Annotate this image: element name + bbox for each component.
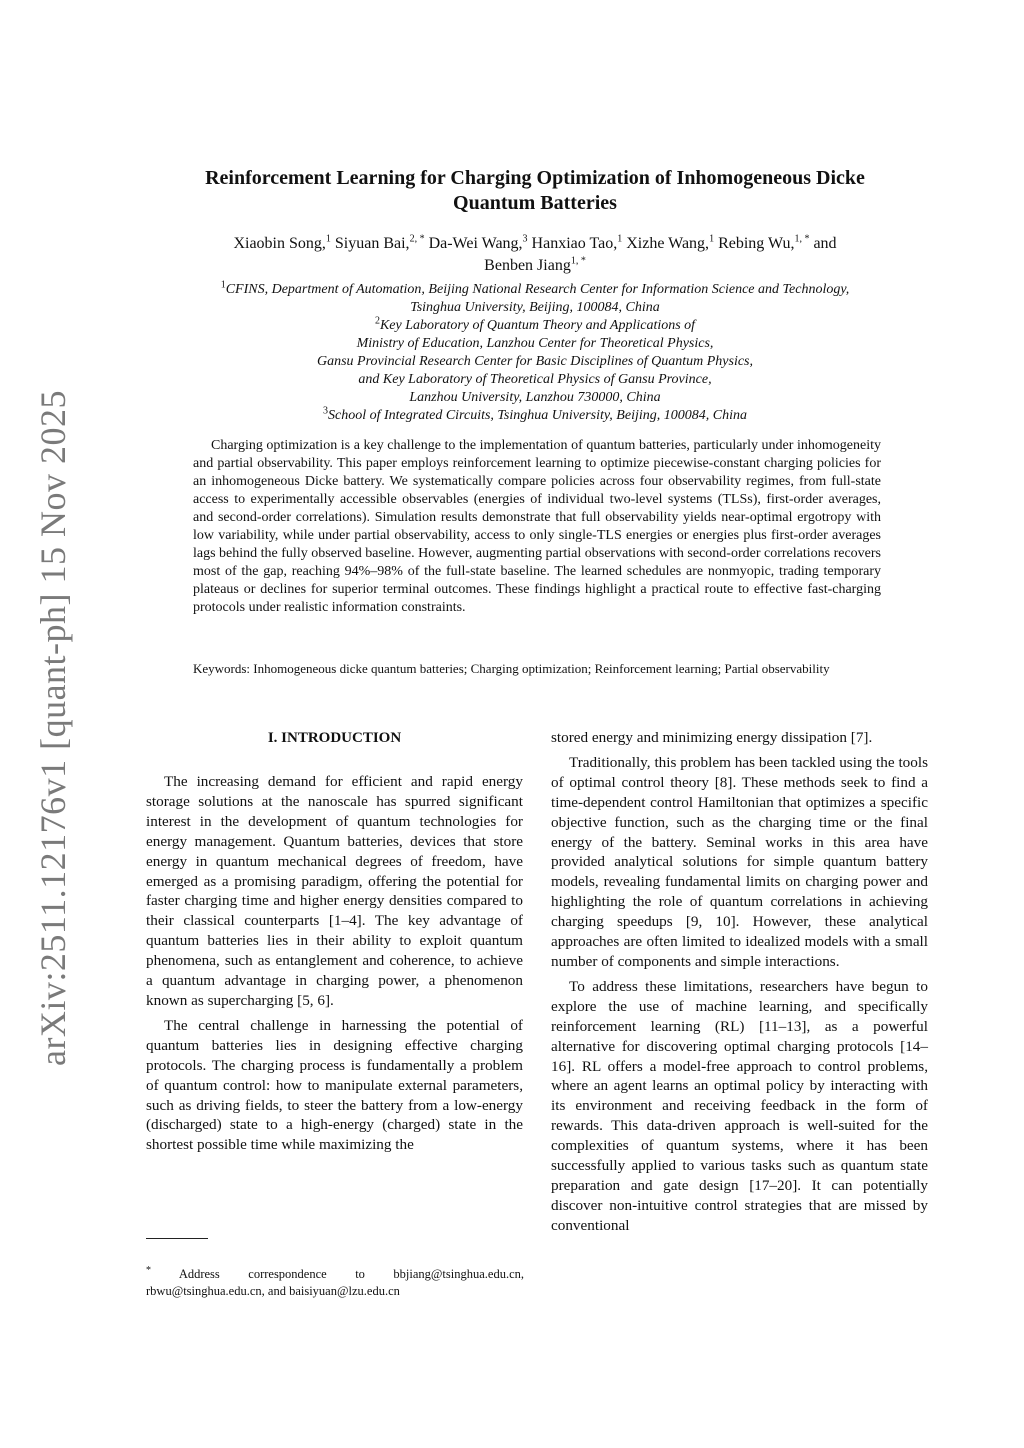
correspondence-footnote [146,1266,524,1300]
abstract: Charging optimization is a key challenge to the implementation of quantum batteries, particularly under inhomogeneity and partial observability. This paper employs reinforcement learning to optimize piecewise-constant charging policies for an inhomogeneous Dicke battery. We systematically compare policies across four observability regimes, from full-state access to experimentally accessible observables (energies of individual two-level systems (TLSs), first-order averages, and second-order correlations). Simulation results demonstrate that full observability yields near-optimal ergotropy with low variability, while under partial observability, access to only single-TLS energies or energies plus first-order averages lags behind the fully observed baseline. However, augmenting partial observations with second-order correlations recovers most of the gap, reaching 94%–98% of the full-state baseline. The learned schedules are nonmyopic, trading temporary plateaus or declines for superior terminal outcomes. These findings highlight a practical route to effective fast-charging protocols under realistic information constraints. [193,438,881,615]
body-paragraph: Traditionally, this problem has been tackled using the tools of optimal control theory [8]. These methods seek to find a time-dependent control Hamiltonian that optimizes a specific objective function, such as the charging time or the final energy of the battery. Seminal works in this area have provided analytical solutions for simple quantum battery models, revealing fundamental limits on charging power and highlighting the role of quantum correlations in achieving charging speedups [9, 10]. However, these analytical approaches are often limited to idealized models with a small number of components and simple interactions. [551,753,928,970]
affiliation-line: Tsinghua University, Beijing, 100084, China [410,300,660,315]
affiliation-line: $^3$School of Integrated Circuits, Tsinghua University, Beijing, 100084, China [323,405,747,423]
author-affiliation-mark: 1 [617,233,623,245]
author-name: Hanxiao Tao, [531,235,618,252]
body-paragraph: To address these limitations, researchers have begun to explore the use of machine learning, and specifically reinforcement learning (RL) [11–13], as a powerful alternative for discovering optimal charging protocols [14–16]. RL offers a model-free approach to control problems, where an agent learns an optimal policy by interacting with its environment and receiving feedback in the form of rewards. This data-driven approach is well-suited for the complexities of quantum systems, where it has been successfully applied to various tasks such as quantum state preparation and gate design [17–20]. It can potentially discover non-intuitive control strategies that are missed by conventional [551,977,928,1234]
affiliation-line: $^1$CFINS, Department of Automation, Beijing National Research Center for Information Science and Technology, [220,279,850,297]
arxiv-identifier-stamp: arXiv:2511.12176v1 [quant-ph] 15 Nov 2025 [33,389,73,1067]
footnote-mark: * [146,1264,151,1276]
author-affiliation-mark: 1 [709,233,715,245]
affiliation-line: and Key Laboratory of Theoretical Physics of Gansu Province, [358,372,712,387]
left-column [146,728,523,1160]
body-paragraph: The increasing demand for efficient and rapid energy storage solutions at the nanoscale has spurred significant interest in the development of quantum technologies for energy management. Quantum batteries, devices that store energy in quantum mechanical degrees of freedom, have emerged as a promising paradigm, offering the potential for faster charging time and higher energy densities compared to their classical counterparts [1–4]. The key advantage of quantum batteries lies in their ability to exploit quantum phenomena, such as entanglement and coherence, to achieve a quantum advantage in charging power, a phenomenon known as supercharging [5, 6]. [146,773,523,1009]
affiliation-line: Gansu Provincial Research Center for Basic Disciplines of Quantum Physics, [316,354,753,369]
affiliation-line: $^2$Key Laboratory of Quantum Theory and Applications of [374,315,696,333]
keywords: Keywords: Inhomogeneous dicke quantum batteries; Charging optimization; Reinforcement learning; Partial observability [193,661,830,676]
affiliation-list [120,281,950,425]
affiliation-line: Ministry of Education, Lanzhou Center for Theoretical Physics, [356,336,714,351]
author-affiliation-mark: 2, * [409,233,425,245]
body-paragraph: The central challenge in harnessing the potential of quantum batteries lies in designing effective charging protocols. The charging process is fundamentally a problem of quantum control: how to manipulate external parameters, such as driving fields, to steer the battery from a low-energy (discharged) state to a high-energy (charged) state in the shortest possible time while maximizing the [146,1016,523,1154]
author-affiliation-mark: 3 [522,233,528,245]
title-line: Reinforcement Learning for Charging Optimization of Inhomogeneous Dicke [205,167,865,189]
footnote-text: Address correspondence to bbjiang@tsinghua.edu.cn, rbwu@tsinghua.edu.cn, and baisiyuan@lzu.edu.cn [146,1267,524,1298]
right-column [551,728,928,1241]
author-name: Xiaobin Song, [233,235,326,252]
author-name: Siyuan Bai, [334,235,410,252]
section-heading-introduction: I. INTRODUCTION [267,730,402,746]
footnote-rule [146,1238,208,1239]
paper-title [120,166,950,216]
title-line: Quantum Batteries [453,192,617,214]
author-name: Rebing Wu, [718,235,795,252]
author-name: and Benben Jiang [484,235,837,274]
author-list [220,233,850,277]
author-affiliation-mark: 1, * [570,255,586,267]
author-affiliation-mark: 1 [325,233,331,245]
body-paragraph-continuation: stored energy and minimizing energy dissipation [7]. [551,729,873,746]
author-affiliation-mark: 1, * [794,233,810,245]
author-name: Da-Wei Wang, [428,235,523,252]
affiliation-line: Lanzhou University, Lanzhou 730000, China [409,390,661,405]
author-name: Xizhe Wang, [626,235,710,252]
